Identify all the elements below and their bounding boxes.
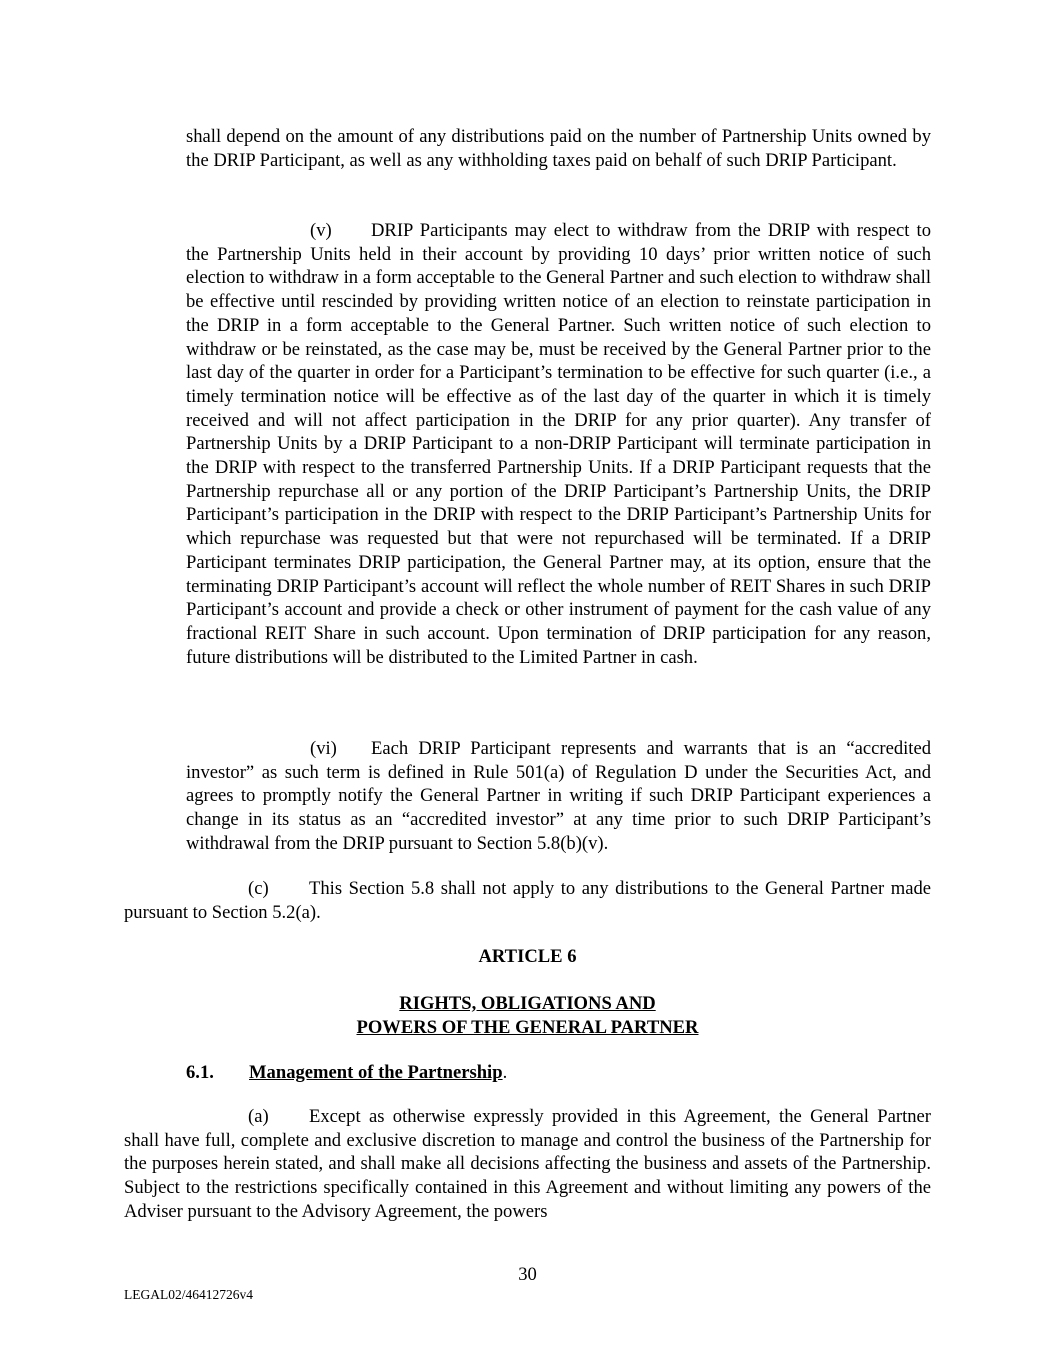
paragraph-continued-text: shall depend on the amount of any distributions paid on the number of Partnership Units owned by the DRIP Participant, as well as any withholding taxes paid on behalf of such DRIP Participant. — [186, 126, 931, 171]
paragraph-a-label: (a) — [248, 1106, 269, 1127]
section-number: 6.1. — [186, 1062, 214, 1083]
paragraph-a-text: Except as otherwise expressly provided in this Agreement, the General Partner shall have full, complete and exclusive discretion to manage and control the business of the Partnership for the purposes herein stated, and shall make all decisions affecting the business and assets of the Partnership. Subject to the restrictions specifically contained in this Agreement and without limiting any powers of the Adviser pursuant to the Advisory Agreement, the powers — [124, 1106, 931, 1222]
paragraph-vi-text: Each DRIP Participant represents and warrants that is an “accredited investor” as such term is defined in Rule 501(a) of Regulation D under the Securities Act, and agrees to promptly notify the General Partner in writing if such DRIP Participant experiences a change in its status as an “accredited investor” at any time prior to such DRIP Participant’s withdrawal from the DRIP pursuant to Section 5.8(b)(v). — [186, 738, 931, 854]
document-id: LEGAL02/46412726v4 — [124, 1287, 253, 1302]
page-number: 30 — [518, 1264, 537, 1285]
article-number: ARTICLE 6 — [478, 946, 577, 967]
section-title: Management of the Partnership — [249, 1062, 503, 1083]
paragraph-c — [124, 877, 931, 924]
paragraph-v — [186, 219, 931, 669]
section-heading — [186, 1061, 507, 1085]
paragraph-vi — [186, 737, 931, 856]
paragraph-v-label: (v) — [310, 220, 332, 241]
paragraph-c-text: This Section 5.8 shall not apply to any distributions to the General Partner made pursuant to Section 5.2(a). — [124, 878, 931, 923]
paragraph-c-label: (c) — [248, 878, 269, 899]
paragraph-a — [124, 1105, 931, 1224]
article-title-line-2: POWERS OF THE GENERAL PARTNER — [356, 1016, 699, 1038]
paragraph-continued — [186, 125, 931, 172]
paragraph-v-text: DRIP Participants may elect to withdraw from the DRIP with respect to the Partnership Units held in their account by providing 10 days’ prior written notice of such election to withdraw in a form acceptable to the General Partner and such election to withdraw shall be effective until rescinded by providing written notice of an election to reinstate participation in the DRIP in a form acceptable to the General Partner. Such written notice of such election to withdraw or be reinstated, as the case may be, must be received by the General Partner prior to the last day of the quarter in order for a Participant’s termination to be effective for such quarter (i.e., a timely termination notice will be effective as of the last day of the quarter in which it is timely received and will not affect participation in the DRIP for any prior quarter). Any transfer of Partnership Units by a DRIP Participant to a non-DRIP Participant will terminate participation in the DRIP with respect to the transferred Partnership Units. If a DRIP Participant requests that the Partnership repurchase all or any portion of the DRIP Participant’s Partnership Units, the DRIP Participant’s participation in the DRIP with respect to the DRIP Participant’s Partnership Units for which repurchase was requested but that were not repurchased will be terminated. If a DRIP Participant terminates DRIP participation, the General Partner may, at its option, ensure that the terminating DRIP Participant’s account will reflect the whole number of REIT Shares in such DRIP Participant’s account and provide a check or other instrument of payment for the cash value of any fractional REIT Share in such account. Upon termination of DRIP participation for any reason, future distributions will be distributed to the Limited Partner in cash. — [186, 220, 931, 668]
paragraph-vi-label: (vi) — [310, 738, 337, 759]
article-title-line-1: RIGHTS, OBLIGATIONS AND — [399, 993, 656, 1014]
section-title-period: . — [502, 1062, 508, 1083]
article-title — [124, 992, 931, 1039]
